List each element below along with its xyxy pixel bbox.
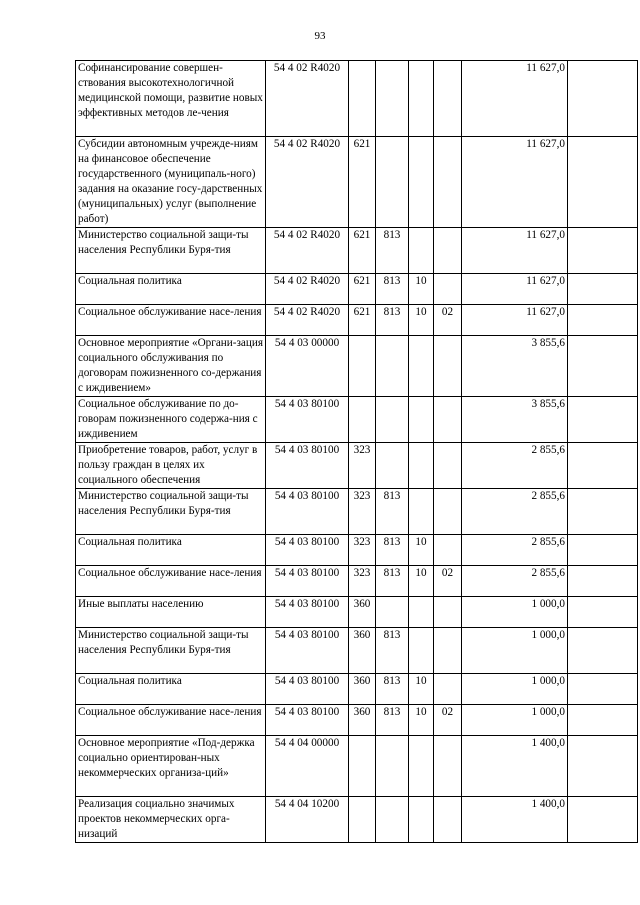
row-vr-cell: 360 bbox=[349, 674, 376, 705]
row-empty-cell bbox=[568, 137, 638, 228]
row-sum-cell: 1 000,0 bbox=[462, 628, 568, 674]
row-code-cell: 54 4 04 00000 bbox=[266, 736, 349, 797]
row-sum-cell: 2 855,6 bbox=[462, 489, 568, 535]
row-pr-cell bbox=[434, 443, 462, 489]
row-name-cell: Министерство социальной защи-ты населения Республики Буря-тия bbox=[76, 628, 266, 674]
row-empty-cell bbox=[568, 535, 638, 566]
row-empty-cell bbox=[568, 61, 638, 137]
row-vr-cell: 621 bbox=[349, 274, 376, 305]
row-name-cell: Основное мероприятие «Под-держка социально ориентирован-ных некоммерческих организа-ций» bbox=[76, 736, 266, 797]
row-gr-cell: 813 bbox=[376, 535, 409, 566]
row-gr-cell bbox=[376, 137, 409, 228]
table-row bbox=[76, 228, 638, 274]
row-code-cell: 54 4 03 80100 bbox=[266, 628, 349, 674]
row-rz-cell: 10 bbox=[409, 535, 434, 566]
row-sum-cell: 1 000,0 bbox=[462, 597, 568, 628]
row-sum-cell: 2 855,6 bbox=[462, 566, 568, 597]
row-code-cell: 54 4 03 80100 bbox=[266, 535, 349, 566]
row-name-cell: Социальное обслуживание насе-ления bbox=[76, 705, 266, 736]
table-row bbox=[76, 736, 638, 797]
row-name-cell: Социальная политика bbox=[76, 535, 266, 566]
row-rz-cell: 10 bbox=[409, 674, 434, 705]
row-empty-cell bbox=[568, 705, 638, 736]
row-name-cell: Социальное обслуживание по до-говорам пожизненного содержа-ния с иждивением bbox=[76, 397, 266, 443]
row-empty-cell bbox=[568, 305, 638, 336]
row-gr-cell: 813 bbox=[376, 674, 409, 705]
row-vr-cell: 621 bbox=[349, 305, 376, 336]
row-gr-cell bbox=[376, 597, 409, 628]
row-gr-cell bbox=[376, 397, 409, 443]
table-row bbox=[76, 397, 638, 443]
row-name-cell: Социальное обслуживание насе-ления bbox=[76, 305, 266, 336]
row-sum-cell: 11 627,0 bbox=[462, 274, 568, 305]
row-pr-cell: 02 bbox=[434, 566, 462, 597]
row-name-cell: Социальная политика bbox=[76, 674, 266, 705]
row-pr-cell bbox=[434, 137, 462, 228]
row-vr-cell: 621 bbox=[349, 228, 376, 274]
row-pr-cell bbox=[434, 397, 462, 443]
row-name-cell: Социальная политика bbox=[76, 274, 266, 305]
row-pr-cell bbox=[434, 336, 462, 397]
row-sum-cell: 1 400,0 bbox=[462, 736, 568, 797]
budget-table bbox=[75, 60, 638, 843]
row-gr-cell: 813 bbox=[376, 489, 409, 535]
row-empty-cell bbox=[568, 736, 638, 797]
row-name-cell: Социальное обслуживание насе-ления bbox=[76, 566, 266, 597]
row-code-cell: 54 4 02 R4020 bbox=[266, 61, 349, 137]
row-code-cell: 54 4 02 R4020 bbox=[266, 274, 349, 305]
row-vr-cell: 323 bbox=[349, 443, 376, 489]
table-row bbox=[76, 336, 638, 397]
row-code-cell: 54 4 03 00000 bbox=[266, 336, 349, 397]
row-empty-cell bbox=[568, 597, 638, 628]
row-name-cell: Иные выплаты населению bbox=[76, 597, 266, 628]
row-pr-cell bbox=[434, 61, 462, 137]
row-empty-cell bbox=[568, 797, 638, 843]
table-row bbox=[76, 705, 638, 736]
row-pr-cell bbox=[434, 674, 462, 705]
row-pr-cell bbox=[434, 489, 462, 535]
row-empty-cell bbox=[568, 274, 638, 305]
row-code-cell: 54 4 03 80100 bbox=[266, 597, 349, 628]
page-number: 93 bbox=[314, 30, 326, 42]
row-gr-cell bbox=[376, 336, 409, 397]
row-name-cell: Субсидии автономным учрежде-ниям на финансовое обеспечение государственного (муниципаль-ного) задания на оказание госу-дарственных (муниципальных) услуг (выполнение работ) bbox=[76, 137, 266, 228]
table-row bbox=[76, 628, 638, 674]
row-code-cell: 54 4 03 80100 bbox=[266, 705, 349, 736]
row-code-cell: 54 4 02 R4020 bbox=[266, 228, 349, 274]
row-rz-cell bbox=[409, 736, 434, 797]
table-row bbox=[76, 61, 638, 137]
row-sum-cell: 11 627,0 bbox=[462, 137, 568, 228]
row-gr-cell bbox=[376, 797, 409, 843]
row-gr-cell bbox=[376, 61, 409, 137]
row-code-cell: 54 4 02 R4020 bbox=[266, 137, 349, 228]
row-rz-cell: 10 bbox=[409, 274, 434, 305]
row-name-cell: Основное мероприятие «Органи-зация социального обслуживания по договорам пожизненного со-держания с иждивением» bbox=[76, 336, 266, 397]
row-sum-cell: 2 855,6 bbox=[462, 443, 568, 489]
row-code-cell: 54 4 03 80100 bbox=[266, 443, 349, 489]
row-vr-cell bbox=[349, 797, 376, 843]
row-sum-cell: 1 000,0 bbox=[462, 674, 568, 705]
table-row bbox=[76, 597, 638, 628]
row-empty-cell bbox=[568, 228, 638, 274]
table-row bbox=[76, 797, 638, 843]
row-vr-cell: 621 bbox=[349, 137, 376, 228]
row-code-cell: 54 4 03 80100 bbox=[266, 489, 349, 535]
table-row bbox=[76, 566, 638, 597]
row-rz-cell bbox=[409, 397, 434, 443]
row-code-cell: 54 4 02 R4020 bbox=[266, 305, 349, 336]
row-vr-cell: 323 bbox=[349, 535, 376, 566]
table-row bbox=[76, 674, 638, 705]
row-vr-cell bbox=[349, 61, 376, 137]
row-gr-cell: 813 bbox=[376, 705, 409, 736]
row-empty-cell bbox=[568, 628, 638, 674]
row-vr-cell bbox=[349, 397, 376, 443]
row-pr-cell bbox=[434, 736, 462, 797]
row-sum-cell: 11 627,0 bbox=[462, 61, 568, 137]
row-vr-cell: 360 bbox=[349, 628, 376, 674]
row-gr-cell bbox=[376, 443, 409, 489]
table-row bbox=[76, 137, 638, 228]
row-empty-cell bbox=[568, 489, 638, 535]
row-vr-cell: 360 bbox=[349, 597, 376, 628]
row-name-cell: Реализация социально значимых проектов некоммерческих орга-низаций bbox=[76, 797, 266, 843]
table-row bbox=[76, 489, 638, 535]
row-rz-cell bbox=[409, 628, 434, 674]
row-code-cell: 54 4 03 80100 bbox=[266, 566, 349, 597]
row-name-cell: Приобретение товаров, работ, услуг в пользу граждан в целях их социального обеспечения bbox=[76, 443, 266, 489]
row-vr-cell bbox=[349, 336, 376, 397]
row-pr-cell bbox=[434, 228, 462, 274]
row-pr-cell bbox=[434, 274, 462, 305]
row-name-cell: Министерство социальной защи-ты населения Республики Буря-тия bbox=[76, 489, 266, 535]
row-pr-cell bbox=[434, 597, 462, 628]
row-sum-cell: 1 000,0 bbox=[462, 705, 568, 736]
row-vr-cell: 323 bbox=[349, 489, 376, 535]
row-pr-cell bbox=[434, 797, 462, 843]
row-vr-cell: 323 bbox=[349, 566, 376, 597]
row-sum-cell: 3 855,6 bbox=[462, 397, 568, 443]
table-row bbox=[76, 274, 638, 305]
row-rz-cell bbox=[409, 797, 434, 843]
row-empty-cell bbox=[568, 443, 638, 489]
row-rz-cell bbox=[409, 489, 434, 535]
row-rz-cell bbox=[409, 137, 434, 228]
row-rz-cell bbox=[409, 228, 434, 274]
row-sum-cell: 3 855,6 bbox=[462, 336, 568, 397]
row-code-cell: 54 4 03 80100 bbox=[266, 397, 349, 443]
row-empty-cell bbox=[568, 566, 638, 597]
row-rz-cell bbox=[409, 336, 434, 397]
row-empty-cell bbox=[568, 397, 638, 443]
row-gr-cell: 813 bbox=[376, 228, 409, 274]
row-gr-cell bbox=[376, 736, 409, 797]
row-code-cell: 54 4 04 10200 bbox=[266, 797, 349, 843]
row-gr-cell: 813 bbox=[376, 628, 409, 674]
row-code-cell: 54 4 03 80100 bbox=[266, 674, 349, 705]
row-vr-cell bbox=[349, 736, 376, 797]
row-vr-cell: 360 bbox=[349, 705, 376, 736]
row-pr-cell bbox=[434, 628, 462, 674]
row-rz-cell bbox=[409, 597, 434, 628]
row-rz-cell: 10 bbox=[409, 305, 434, 336]
row-pr-cell: 02 bbox=[434, 305, 462, 336]
row-sum-cell: 11 627,0 bbox=[462, 305, 568, 336]
row-empty-cell bbox=[568, 336, 638, 397]
row-sum-cell: 2 855,6 bbox=[462, 535, 568, 566]
row-gr-cell: 813 bbox=[376, 305, 409, 336]
row-rz-cell bbox=[409, 61, 434, 137]
row-name-cell: Министерство социальной защи-ты населения Республики Буря-тия bbox=[76, 228, 266, 274]
row-pr-cell bbox=[434, 535, 462, 566]
row-gr-cell: 813 bbox=[376, 566, 409, 597]
table-row bbox=[76, 443, 638, 489]
row-rz-cell bbox=[409, 443, 434, 489]
row-gr-cell: 813 bbox=[376, 274, 409, 305]
row-sum-cell: 1 400,0 bbox=[462, 797, 568, 843]
row-pr-cell: 02 bbox=[434, 705, 462, 736]
table-row bbox=[76, 305, 638, 336]
table-row bbox=[76, 535, 638, 566]
row-empty-cell bbox=[568, 674, 638, 705]
row-sum-cell: 11 627,0 bbox=[462, 228, 568, 274]
row-rz-cell: 10 bbox=[409, 566, 434, 597]
row-rz-cell: 10 bbox=[409, 705, 434, 736]
row-name-cell: Софинансирование совершен-ствования высокотехнологичной медицинской помощи, развитие новых эффективных методов ле-чения bbox=[76, 61, 266, 137]
